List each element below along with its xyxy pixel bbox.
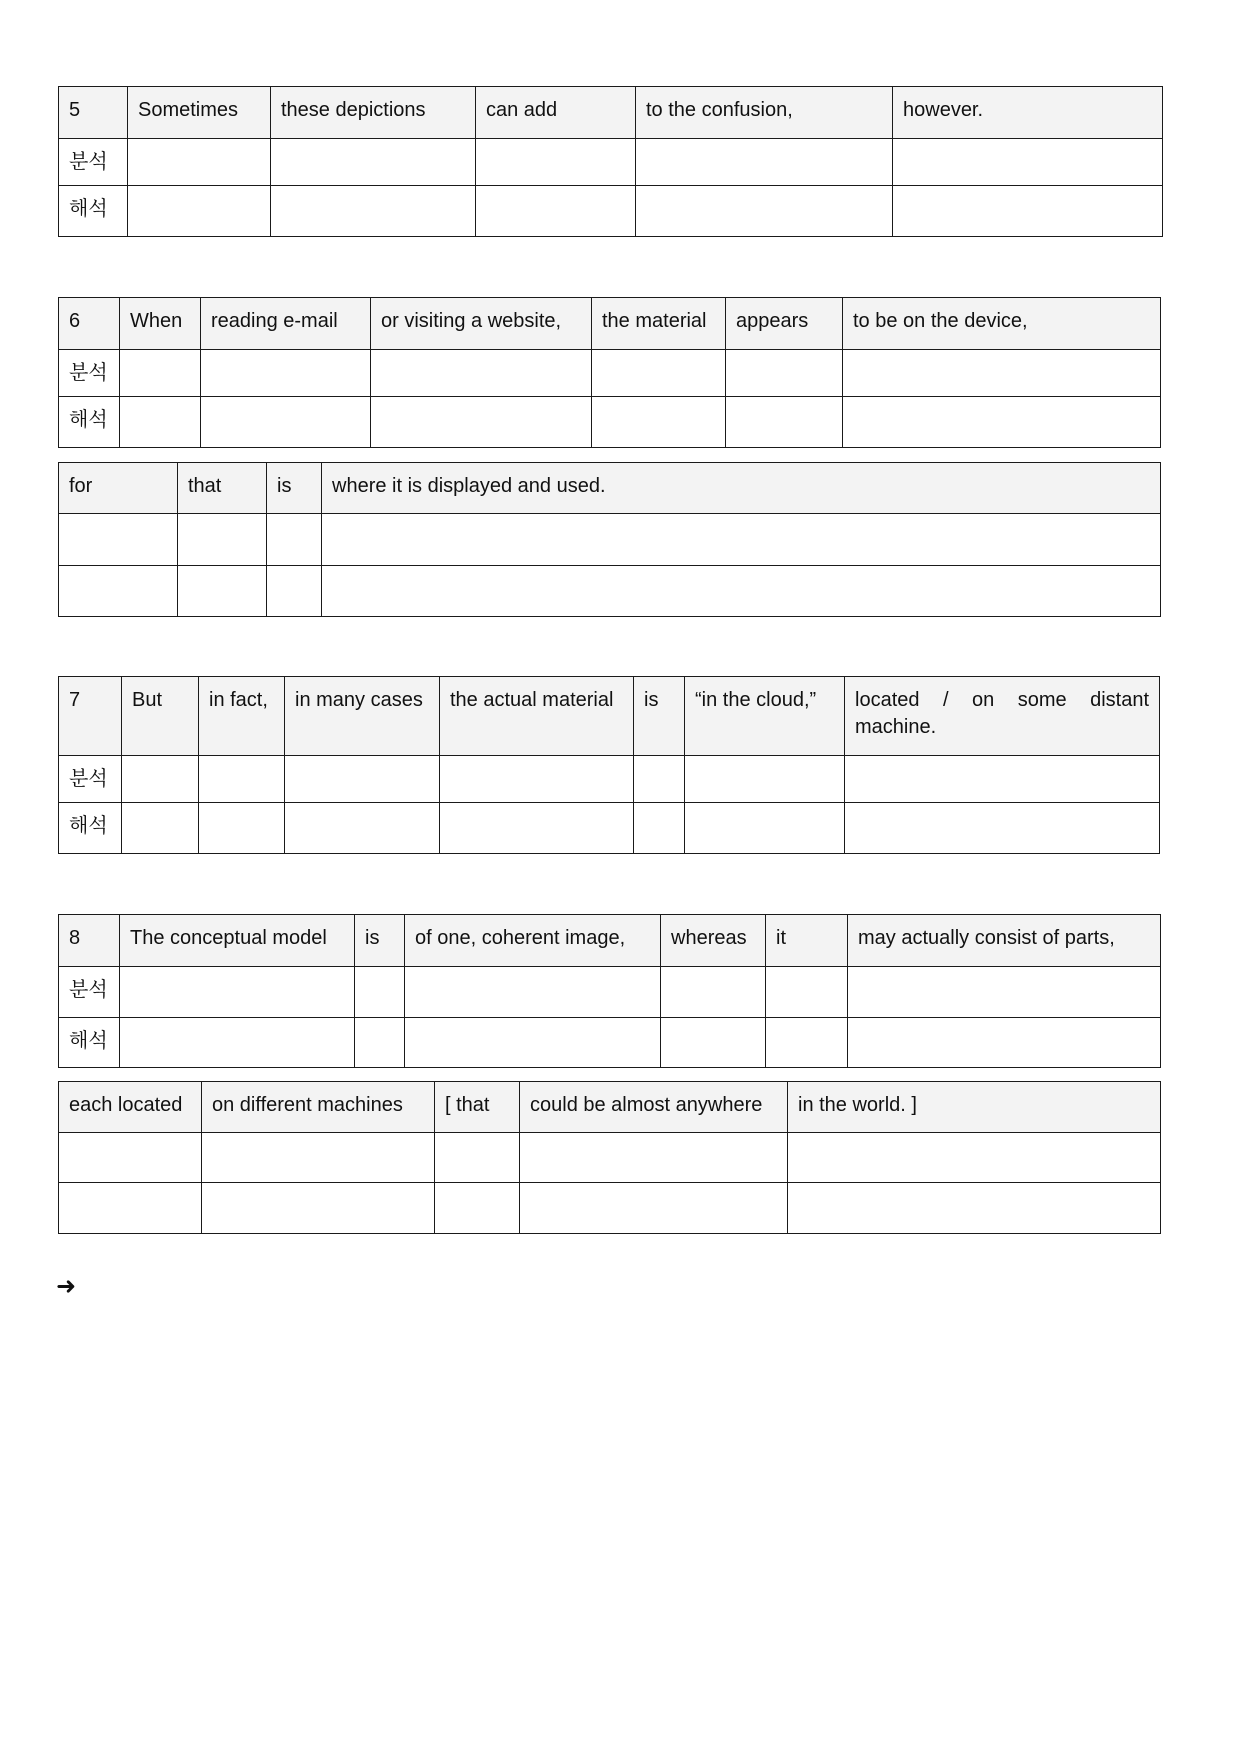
analysis-input-cell[interactable]	[661, 967, 766, 1018]
segment-cell: where it is displayed and used.	[322, 463, 1161, 514]
translation-input-cell[interactable]	[371, 397, 592, 448]
analysis-input-cell[interactable]	[893, 139, 1163, 186]
translation-input-cell[interactable]	[843, 397, 1161, 448]
analysis-row	[59, 756, 1160, 803]
analysis-input-cell[interactable]	[285, 756, 440, 803]
analysis-input-cell[interactable]	[120, 967, 355, 1018]
analysis-input-cell[interactable]	[766, 967, 848, 1018]
translation-input-cell[interactable]	[636, 186, 893, 237]
sentence-number: 8	[59, 915, 120, 967]
translation-label: 해석	[59, 803, 122, 854]
analysis-input-cell[interactable]	[845, 756, 1160, 803]
translation-input-cell[interactable]	[120, 1018, 355, 1068]
analysis-row	[59, 350, 1161, 397]
analysis-input-cell[interactable]	[520, 1133, 788, 1183]
segment-cell: in fact,	[199, 677, 285, 756]
translation-input-cell[interactable]	[199, 803, 285, 854]
analysis-row	[59, 139, 1163, 186]
analysis-input-cell[interactable]	[788, 1133, 1161, 1183]
analysis-input-cell[interactable]	[476, 139, 636, 186]
segment-cell: it	[766, 915, 848, 967]
sentence-number: 5	[59, 87, 128, 139]
segment-cell: Sometimes	[128, 87, 271, 139]
segment-cell: of one, coherent image,	[405, 915, 661, 967]
segment-cell: the actual material	[440, 677, 634, 756]
translation-row	[59, 1183, 1161, 1234]
segment-cell: on different machines	[202, 1082, 435, 1133]
translation-input-cell[interactable]	[440, 803, 634, 854]
translation-input-cell[interactable]	[201, 397, 371, 448]
analysis-row	[59, 514, 1161, 566]
analysis-input-cell[interactable]	[120, 350, 201, 397]
translation-input-cell[interactable]	[355, 1018, 405, 1068]
segment-cell: these depictions	[271, 87, 476, 139]
segment-cell: for	[59, 463, 178, 514]
translation-input-cell[interactable]	[122, 803, 199, 854]
analysis-input-cell[interactable]	[848, 967, 1161, 1018]
segment-cell: “in the cloud,”	[685, 677, 845, 756]
analysis-input-cell[interactable]	[202, 1133, 435, 1183]
segment-row	[59, 1082, 1161, 1133]
sentence-table-6	[58, 297, 1161, 448]
analysis-input-cell[interactable]	[634, 756, 685, 803]
sentence-number: 7	[59, 677, 122, 756]
segment-cell: is	[267, 463, 322, 514]
translation-input-cell[interactable]	[845, 803, 1160, 854]
segment-cell: in many cases	[285, 677, 440, 756]
sentence-table-8-continued	[58, 1081, 1161, 1234]
analysis-input-cell[interactable]	[685, 756, 845, 803]
translation-input-cell[interactable]	[634, 803, 685, 854]
segment-cell: may actually consist of parts,	[848, 915, 1161, 967]
segment-cell: But	[122, 677, 199, 756]
segment-cell: to be on the device,	[843, 298, 1161, 350]
analysis-input-cell[interactable]	[122, 756, 199, 803]
translation-input-cell[interactable]	[685, 803, 845, 854]
analysis-input-cell[interactable]	[59, 514, 178, 566]
translation-label: 해석	[59, 186, 128, 237]
sentence-number: 6	[59, 298, 120, 350]
translation-input-cell[interactable]	[285, 803, 440, 854]
segment-row	[59, 298, 1161, 350]
segment-row	[59, 463, 1161, 514]
translation-label: 해석	[59, 397, 120, 448]
segment-row	[59, 915, 1161, 967]
analysis-input-cell[interactable]	[199, 756, 285, 803]
segment-cell: can add	[476, 87, 636, 139]
translation-row	[59, 803, 1160, 854]
sentence-table-5	[58, 86, 1163, 237]
analysis-input-cell[interactable]	[843, 350, 1161, 397]
translation-input-cell[interactable]	[128, 186, 271, 237]
segment-cell: or visiting a website,	[371, 298, 592, 350]
analysis-input-cell[interactable]	[201, 350, 371, 397]
translation-input-cell[interactable]	[178, 566, 267, 617]
translation-input-cell[interactable]	[59, 1183, 202, 1234]
analysis-input-cell[interactable]	[59, 1133, 202, 1183]
sentence-table-6-continued	[58, 462, 1161, 617]
segment-cell: that	[178, 463, 267, 514]
translation-input-cell[interactable]	[202, 1183, 435, 1234]
translation-input-cell[interactable]	[59, 566, 178, 617]
analysis-input-cell[interactable]	[726, 350, 843, 397]
translation-input-cell[interactable]	[435, 1183, 520, 1234]
analysis-input-cell[interactable]	[592, 350, 726, 397]
analysis-input-cell[interactable]	[267, 514, 322, 566]
segment-cell: reading e-mail	[201, 298, 371, 350]
sentence-table-7	[58, 676, 1160, 854]
translation-input-cell[interactable]	[726, 397, 843, 448]
translation-row	[59, 566, 1161, 617]
segment-cell: is	[634, 677, 685, 756]
segment-cell: each located	[59, 1082, 202, 1133]
analysis-label: 분석	[59, 350, 120, 397]
analysis-label: 분석	[59, 139, 128, 186]
segment-cell: located / on some distant machine.	[845, 677, 1160, 756]
analysis-input-cell[interactable]	[636, 139, 893, 186]
translation-input-cell[interactable]	[520, 1183, 788, 1234]
segment-cell: [ that	[435, 1082, 520, 1133]
translation-input-cell[interactable]	[592, 397, 726, 448]
segment-row	[59, 87, 1163, 139]
segment-cell: to the confusion,	[636, 87, 893, 139]
segment-cell: however.	[893, 87, 1163, 139]
analysis-input-cell[interactable]	[322, 514, 1161, 566]
translation-row	[59, 186, 1163, 237]
analysis-input-cell[interactable]	[271, 139, 476, 186]
segment-cell: appears	[726, 298, 843, 350]
segment-cell: When	[120, 298, 201, 350]
analysis-input-cell[interactable]	[355, 967, 405, 1018]
analysis-input-cell[interactable]	[435, 1133, 520, 1183]
translation-input-cell[interactable]	[271, 186, 476, 237]
translation-input-cell[interactable]	[788, 1183, 1161, 1234]
segment-row	[59, 677, 1160, 756]
translation-input-cell[interactable]	[476, 186, 636, 237]
analysis-input-cell[interactable]	[128, 139, 271, 186]
analysis-label: 분석	[59, 967, 120, 1018]
translation-row	[59, 397, 1161, 448]
segment-cell: whereas	[661, 915, 766, 967]
analysis-label: 분석	[59, 756, 122, 803]
segment-cell: The conceptual model	[120, 915, 355, 967]
analysis-input-cell[interactable]	[405, 967, 661, 1018]
translation-input-cell[interactable]	[405, 1018, 661, 1068]
analysis-input-cell[interactable]	[440, 756, 634, 803]
segment-cell: in the world. ]	[788, 1082, 1161, 1133]
translation-input-cell[interactable]	[267, 566, 322, 617]
sentence-table-8	[58, 914, 1161, 1068]
translation-input-cell[interactable]	[322, 566, 1161, 617]
segment-cell: is	[355, 915, 405, 967]
translation-row	[59, 1018, 1161, 1068]
arrow-icon: ➜	[56, 1273, 77, 1300]
translation-input-cell[interactable]	[766, 1018, 848, 1068]
segment-cell: could be almost anywhere	[520, 1082, 788, 1133]
analysis-input-cell[interactable]	[178, 514, 267, 566]
analysis-row	[59, 967, 1161, 1018]
translation-label: 해석	[59, 1018, 120, 1068]
analysis-input-cell[interactable]	[371, 350, 592, 397]
translation-input-cell[interactable]	[893, 186, 1163, 237]
translation-input-cell[interactable]	[848, 1018, 1161, 1068]
analysis-row	[59, 1133, 1161, 1183]
segment-cell: the material	[592, 298, 726, 350]
translation-input-cell[interactable]	[120, 397, 201, 448]
translation-input-cell[interactable]	[661, 1018, 766, 1068]
